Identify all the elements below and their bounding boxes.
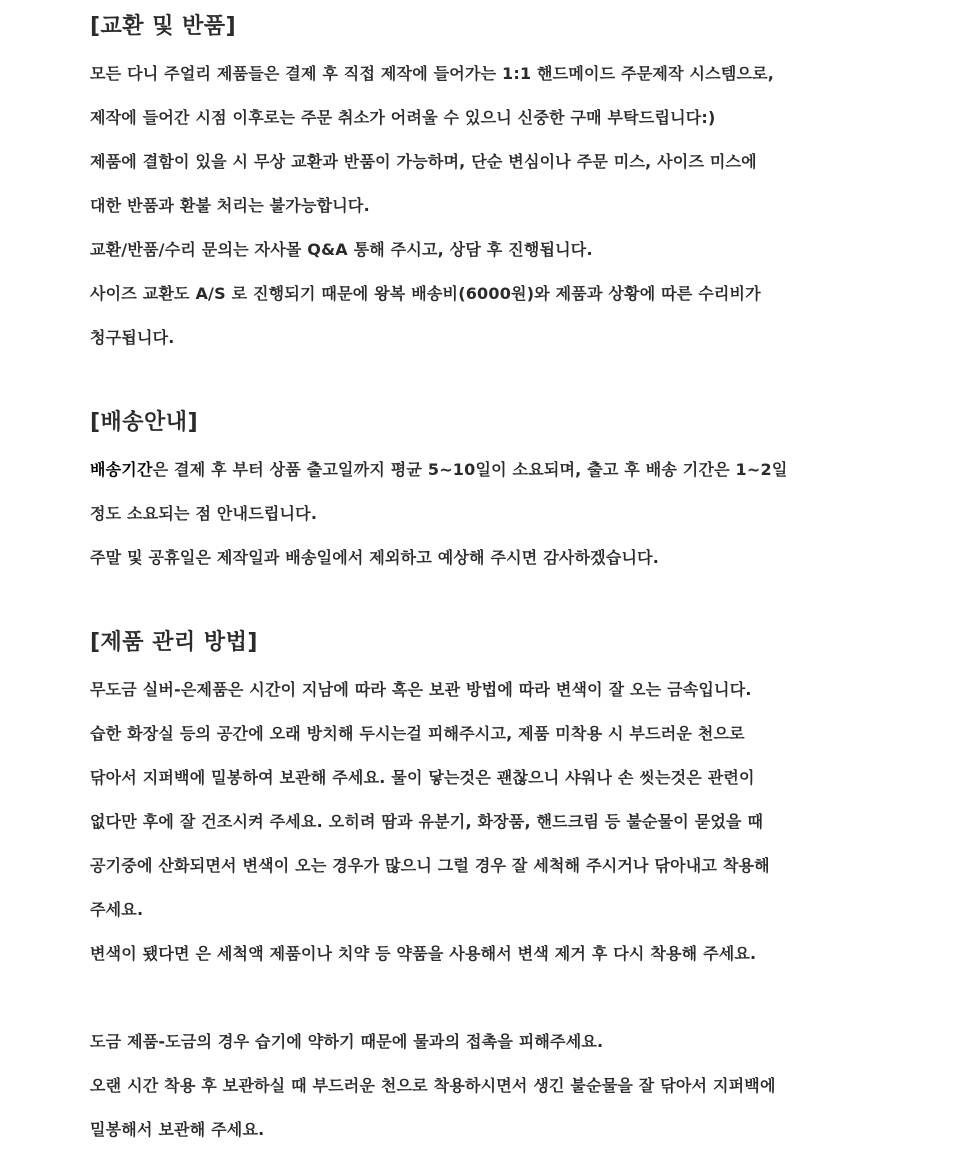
shipping-line-1 [90, 462, 787, 478]
exchange-line-2: 제작에 들어간 시점 이후로는 주문 취소가 어려울 수 있으니 신중한 구매 부탁드립니다:) [90, 108, 716, 127]
care-section-title: [제품 관리 방법] [90, 630, 258, 655]
shipping-line-3: 주말 및 공휴일은 제작일과 배송일에서 제외하고 예상해 주시면 감사하겠습니다. [90, 548, 660, 567]
exchange-line-3: 제품에 결함이 있을 시 무상 교환과 반품이 가능하며, 단순 변심이나 주문 미스, 사이즈 미스에 [90, 152, 757, 171]
plated-line-2: 오랜 시간 착용 후 보관하실 때 부드러운 천으로 착용하시면서 생긴 불순물을 잘 닦아서 지퍼백에 [90, 1076, 776, 1095]
shipping-line-1-text: 은 결제 후 부터 상품 출고일까지 평균 5~10일이 소요되며, 출고 후 배송 기간은 1~2일 [152, 460, 788, 479]
exchange-line-5: 교환/반품/수리 문의는 자사몰 Q&A 통해 주시고, 상담 후 진행됩니다. [90, 240, 593, 259]
care-line-3: 닦아서 지퍼백에 밀봉하여 보관해 주세요. 물이 닿는것은 괜찮으니 샤워나 손 씻는것은 관련이 [90, 768, 755, 787]
care-line-4: 없다만 후에 잘 건조시켜 주세요. 오히려 땀과 유분기, 화장품, 핸드크림 등 불순물이 묻었을 때 [90, 812, 764, 831]
plated-line-3: 밀봉해서 보관해 주세요. [90, 1120, 265, 1139]
care-line-6: 주세요. [90, 900, 144, 919]
care-line-1: 무도금 실버-은제품은 시간이 지남에 따라 혹은 보관 방법에 따라 변색이 잘 오는 금속입니다. [90, 680, 752, 699]
care-line-5: 공기중에 산화되면서 변색이 오는 경우가 많으니 그럴 경우 잘 세척해 주시거나 닦아내고 착용해 [90, 856, 770, 875]
exchange-section-title: [교환 및 반품] [90, 14, 237, 39]
exchange-line-4: 대한 반품과 환불 처리는 불가능합니다. [90, 196, 370, 215]
exchange-line-1: 모든 다니 주얼리 제품들은 결제 후 직접 제작에 들어가는 1:1 핸드메이드 주문제작 시스템으로, [90, 64, 775, 83]
shipping-line-2: 정도 소요되는 점 안내드립니다. [90, 504, 318, 523]
plated-line-1: 도금 제품-도금의 경우 습기에 약하기 때문에 물과의 접촉을 피해주세요. [90, 1032, 604, 1051]
shipping-period-label: 배송기간 [90, 460, 153, 479]
exchange-line-7: 청구됩니다. [90, 328, 175, 347]
shipping-section-title: [배송안내] [90, 410, 199, 435]
exchange-line-6: 사이즈 교환도 A/S 로 진행되기 때문에 왕복 배송비(6000원)와 제품과 상황에 따른 수리비가 [90, 284, 761, 303]
care-line-7: 변색이 됐다면 은 세척액 제품이나 치약 등 약품을 사용해서 변색 제거 후 다시 착용해 주세요. [90, 944, 757, 963]
care-line-2: 습한 화장실 등의 공간에 오래 방치해 두시는걸 피해주시고, 제품 미착용 시 부드러운 천으로 [90, 724, 745, 743]
